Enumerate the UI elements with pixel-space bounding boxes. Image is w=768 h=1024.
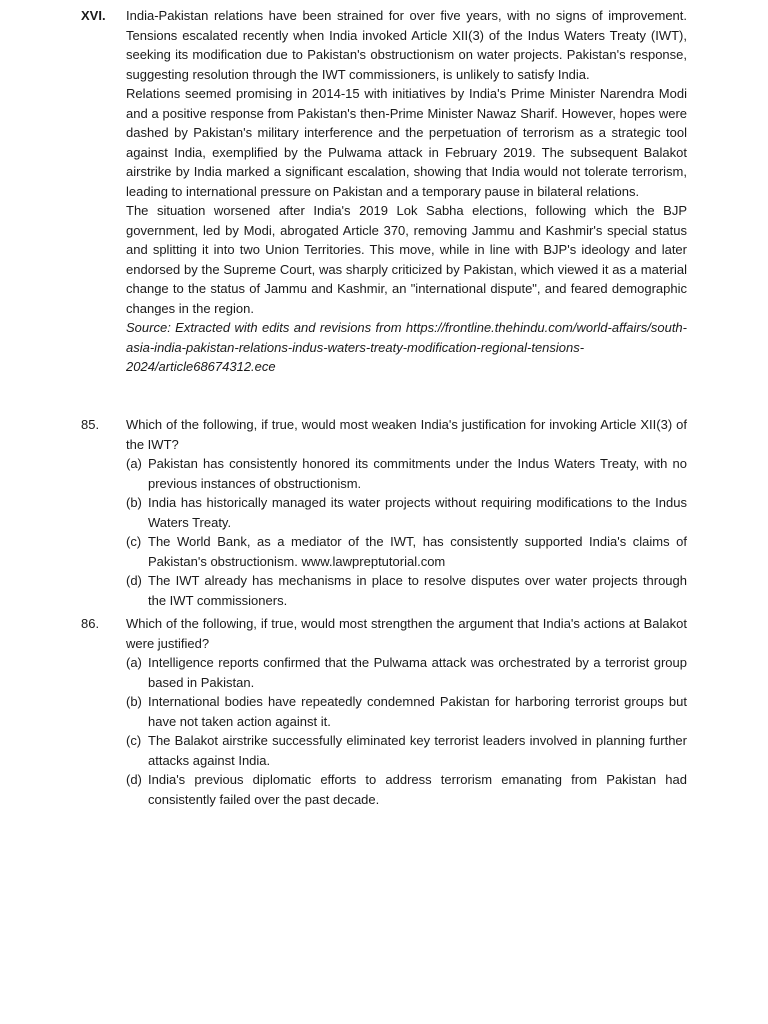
passage-paragraph: India-Pakistan relations have been strained for over five years, with no signs of improvement. Tensions escalated recently when India invoked Article XII(3) of the Indus Waters Treaty (IWT), seeking its modification due to Pakistan's obstructionism on water projects. Pakistan's response, suggesting resolution through the IWT commissioners, is unlikely to satisfy India. <box>126 8 687 82</box>
option-text: The Balakot airstrike successfully eliminated key terrorist leaders involved in planning further attacks against India. <box>148 733 687 768</box>
option-text: India's previous diplomatic efforts to address terrorism emanating from Pakistan had consistently failed over the past decade. <box>148 772 687 807</box>
option-letter: (a) <box>126 456 142 471</box>
option-text: India has historically managed its water projects without requiring modifications to the Indus Waters Treaty. <box>148 495 687 530</box>
option-letter: (c) <box>126 733 142 748</box>
question-85 <box>81 415 687 610</box>
option-d <box>126 770 687 809</box>
option-d <box>126 571 687 610</box>
option-text: The World Bank, as a mediator of the IWT, has consistently supported India's claims of Pakistan's obstructionism. www.lawpreptutorial.com <box>148 534 687 569</box>
option-text: Intelligence reports confirmed that the Pulwama attack was orchestrated by a terrorist group based in Pakistan. <box>148 655 687 690</box>
option-text: International bodies have repeatedly condemned Pakistan for harboring terrorist groups but have not taken action against it. <box>148 694 687 729</box>
question-stem: Which of the following, if true, would most strengthen the argument that India's actions at Balakot were justified? <box>126 616 687 651</box>
option-letter: (c) <box>126 534 142 549</box>
option-letter: (d) <box>126 772 142 787</box>
option-b <box>126 692 687 731</box>
option-text: The IWT already has mechanisms in place to resolve disputes over water projects through the IWT commissioners. <box>148 573 687 608</box>
passage-source: Source: Extracted with edits and revisions from https://frontline.thehindu.com/world-affairs/south-asia-india-pakistan-relations-indus-waters-treaty-modification-regional-tensions-2024/article68674312.ece <box>126 320 687 374</box>
option-b <box>126 493 687 532</box>
answer-options <box>126 653 687 809</box>
passage-xvi <box>81 6 687 377</box>
option-letter: (d) <box>126 573 142 588</box>
option-c <box>126 731 687 770</box>
option-letter: (a) <box>126 655 142 670</box>
option-letter: (b) <box>126 694 142 709</box>
option-a <box>126 454 687 493</box>
option-c <box>126 532 687 571</box>
option-text: Pakistan has consistently honored its commitments under the Indus Waters Treaty, with no previous instances of obstructionism. <box>148 456 687 491</box>
question-stem: Which of the following, if true, would most weaken India's justification for invoking Article XII(3) of the IWT? <box>126 417 687 452</box>
passage-body <box>126 6 687 377</box>
question-number: 86. <box>81 616 100 631</box>
question-86 <box>81 614 687 809</box>
answer-options <box>126 454 687 610</box>
option-a <box>126 653 687 692</box>
passage-number: XVI. <box>81 8 106 23</box>
passage-paragraph: The situation worsened after India's 2019 Lok Sabha elections, following which the BJP government, led by Modi, abrogated Article 370, removing Jammu and Kashmir's special status and splitting it into two Union Territories. This move, while in line with BJP's ideology and later endorsed by the Supreme Court, was sharply criticized by Pakistan, which viewed it as a material change to the status of Jammu and Kashmir, an "international dispute", and feared demographic changes in the region. <box>126 203 687 316</box>
passage-paragraph: Relations seemed promising in 2014-15 with initiatives by India's Prime Minister Narendra Modi and a positive response from Pakistan's then-Prime Minister Nawaz Sharif. However, hopes were dashed by Pakistan's military interference and the perpetuation of terrorism as a strategic tool against India, exemplified by the Pulwama attack in February 2019. The subsequent Balakot airstrike by India marked a significant escalation, showing that India would not tolerate terrorism, leading to international pressure on Pakistan and a temporary pause in bilateral relations. <box>126 86 687 199</box>
question-number: 85. <box>81 417 100 432</box>
option-letter: (b) <box>126 495 142 510</box>
